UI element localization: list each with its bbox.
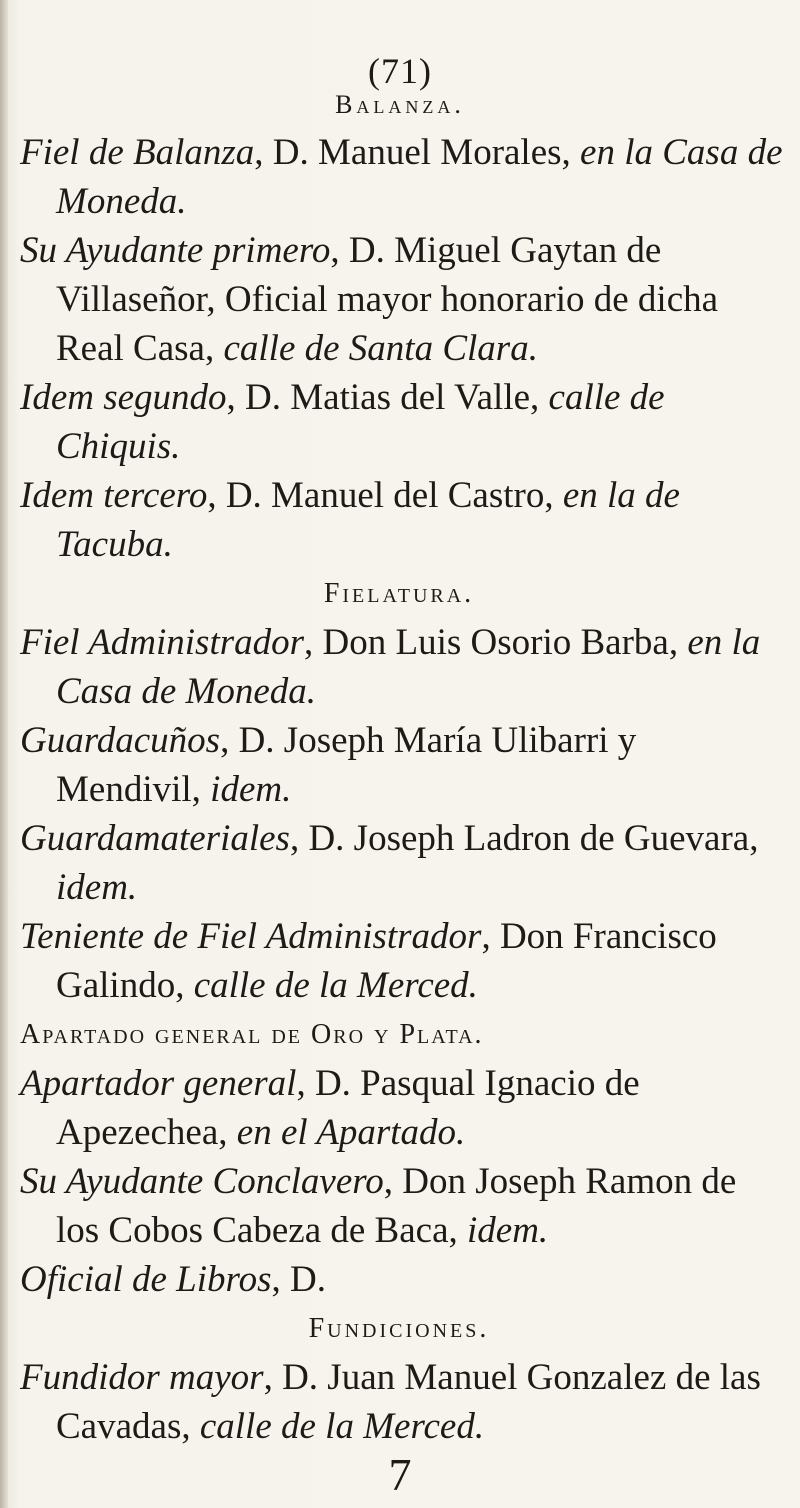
entry (14, 1255, 784, 1304)
entry-role: Apartador general (20, 1063, 297, 1104)
running-head: (71) (368, 51, 432, 91)
page-number: 7 (388, 1449, 412, 1500)
entry (14, 373, 784, 471)
entry (14, 471, 784, 569)
entry-role: Su Ayudante primero (20, 230, 331, 271)
entry-place: calle de Chiquis. (56, 377, 665, 467)
entry-text: , D. Matias del Valle, (226, 377, 549, 418)
entry (14, 814, 784, 912)
entry-place: en el Apartado. (236, 1112, 466, 1153)
entry-place: idem. (467, 1210, 549, 1251)
entry (14, 912, 784, 1010)
entry (14, 1353, 784, 1451)
entry-role: Guardamateriales (20, 818, 290, 859)
entry (14, 716, 784, 814)
entry (14, 128, 784, 226)
entry-role: Su Ayudante Conclavero (20, 1161, 384, 1202)
entry-text: , D. (271, 1259, 326, 1300)
section-title-balanza: Balanza. (335, 90, 465, 119)
entry-place: en la Casa de Moneda. (56, 132, 783, 222)
entry-role: Idem segundo (20, 377, 227, 418)
entry-text: , Don Joseph Ramon de los Cobos Cabeza de Baca, (56, 1161, 737, 1251)
section-heading-fielatura: Fielatura. (323, 578, 475, 609)
entry-role: Guardacuños (20, 720, 221, 761)
entry-text: , D. Manuel Morales, (254, 132, 581, 173)
entry-text: , Don Francisco Galindo, (56, 916, 717, 1006)
book-spine-shadow (0, 0, 8, 1508)
entries-block (14, 128, 784, 1451)
entry (14, 226, 784, 373)
entry-role: Oficial de Libros (20, 1259, 272, 1300)
entry-text: , D. Manuel del Castro, (207, 475, 563, 516)
entry-text: , Don Luis Osorio Barba, (304, 622, 688, 663)
entry-role: Fiel de Balanza (20, 132, 255, 173)
entry-text: , D. Joseph Ladron de Guevara, (289, 818, 759, 859)
entry-text: , D. Miguel Gaytan de Villaseñor, Oficial mayor honorario de dicha Real Casa, (56, 230, 719, 369)
entry-place: calle de la Merced. (199, 1406, 485, 1447)
entry-role: Idem tercero (20, 475, 208, 516)
entry-place: en la Casa de Moneda. (56, 622, 761, 712)
section-heading-fundiciones: Fundiciones. (308, 1313, 490, 1344)
entry (14, 1059, 784, 1157)
section-heading-apartado: Apartado general de Oro y Plata. (20, 1019, 484, 1050)
entry-place: en la de Tacuba. (56, 475, 680, 565)
entry-role: Teniente de Fiel Administrador (20, 916, 482, 957)
entry-place: idem. (210, 769, 292, 810)
entry (14, 618, 784, 716)
entry-place: calle de la Merced. (193, 965, 478, 1006)
entry-text: , D. Juan Manuel Gonzalez de las Cavadas, (56, 1357, 761, 1447)
entry-role: Fundidor mayor (20, 1357, 264, 1398)
entry-text: , D. Pasqual Ignacio de Apezechea, (56, 1063, 640, 1153)
entry-text: , D. Joseph María Ulibarri y Mendivil, (56, 720, 637, 810)
entry-place: idem. (56, 867, 138, 908)
entry-place: calle de Santa Clara. (223, 328, 538, 369)
entry (14, 1157, 784, 1255)
entry-role: Fiel Administrador (20, 622, 305, 663)
